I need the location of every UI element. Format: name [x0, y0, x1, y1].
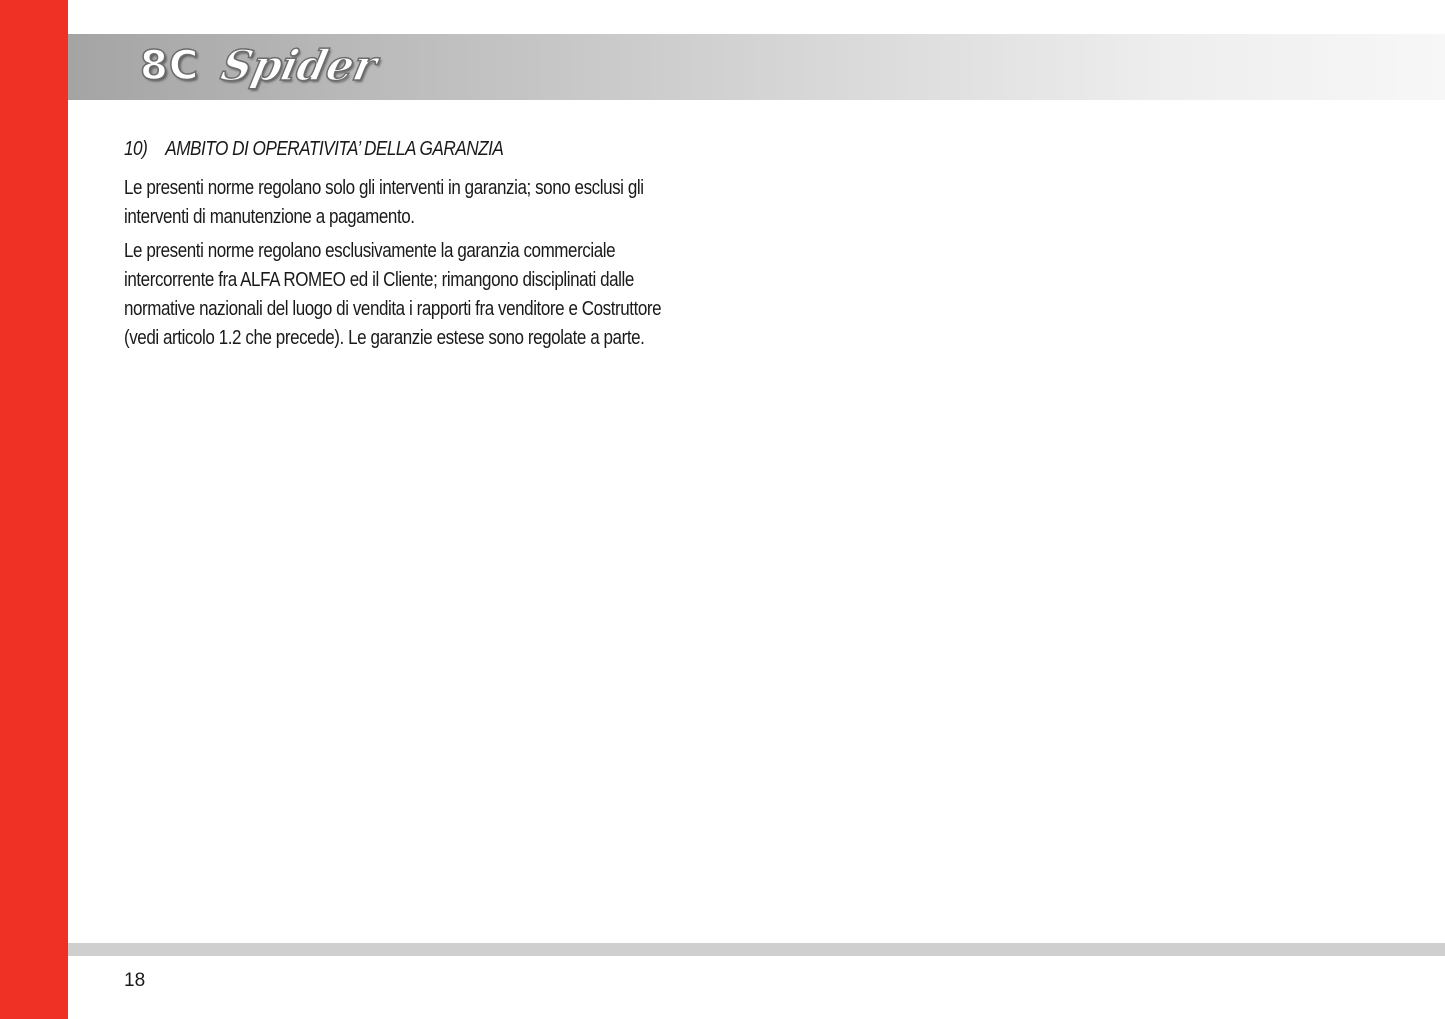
paragraph-2 — [124, 237, 702, 353]
paragraph-line: intercorrente fra ALFA ROMEO ed il Cliente; rimangono disciplinati dalle — [124, 269, 634, 291]
paragraph-1 — [124, 174, 702, 232]
logo-name-text: Spider — [216, 41, 382, 90]
logo-model-text: 8C — [140, 43, 200, 89]
section-number: 10) — [124, 138, 148, 160]
section-title: AMBITO DI OPERATIVITA’ DELLA GARANZIA — [165, 138, 504, 160]
left-red-band — [0, 0, 68, 1019]
paragraph-line: (vedi articolo 1.2 che precede). Le garanzie estese sono regolate a parte. — [124, 327, 645, 349]
logo — [140, 40, 390, 98]
paragraph-line: normative nazionali del luogo di vendita i rapporti fra venditore e Costruttore — [124, 298, 662, 320]
paragraph-line: Le presenti norme regolano esclusivamente la garanzia commerciale — [124, 240, 616, 262]
section-heading — [124, 134, 640, 164]
page-number: 18 — [124, 970, 146, 991]
paragraph-line: interventi di manutenzione a pagamento. — [124, 206, 415, 228]
main-content — [124, 134, 724, 358]
paragraph-line: Le presenti norme regolano solo gli interventi in garanzia; sono esclusi gli — [124, 177, 644, 199]
footer-band — [68, 943, 1445, 956]
